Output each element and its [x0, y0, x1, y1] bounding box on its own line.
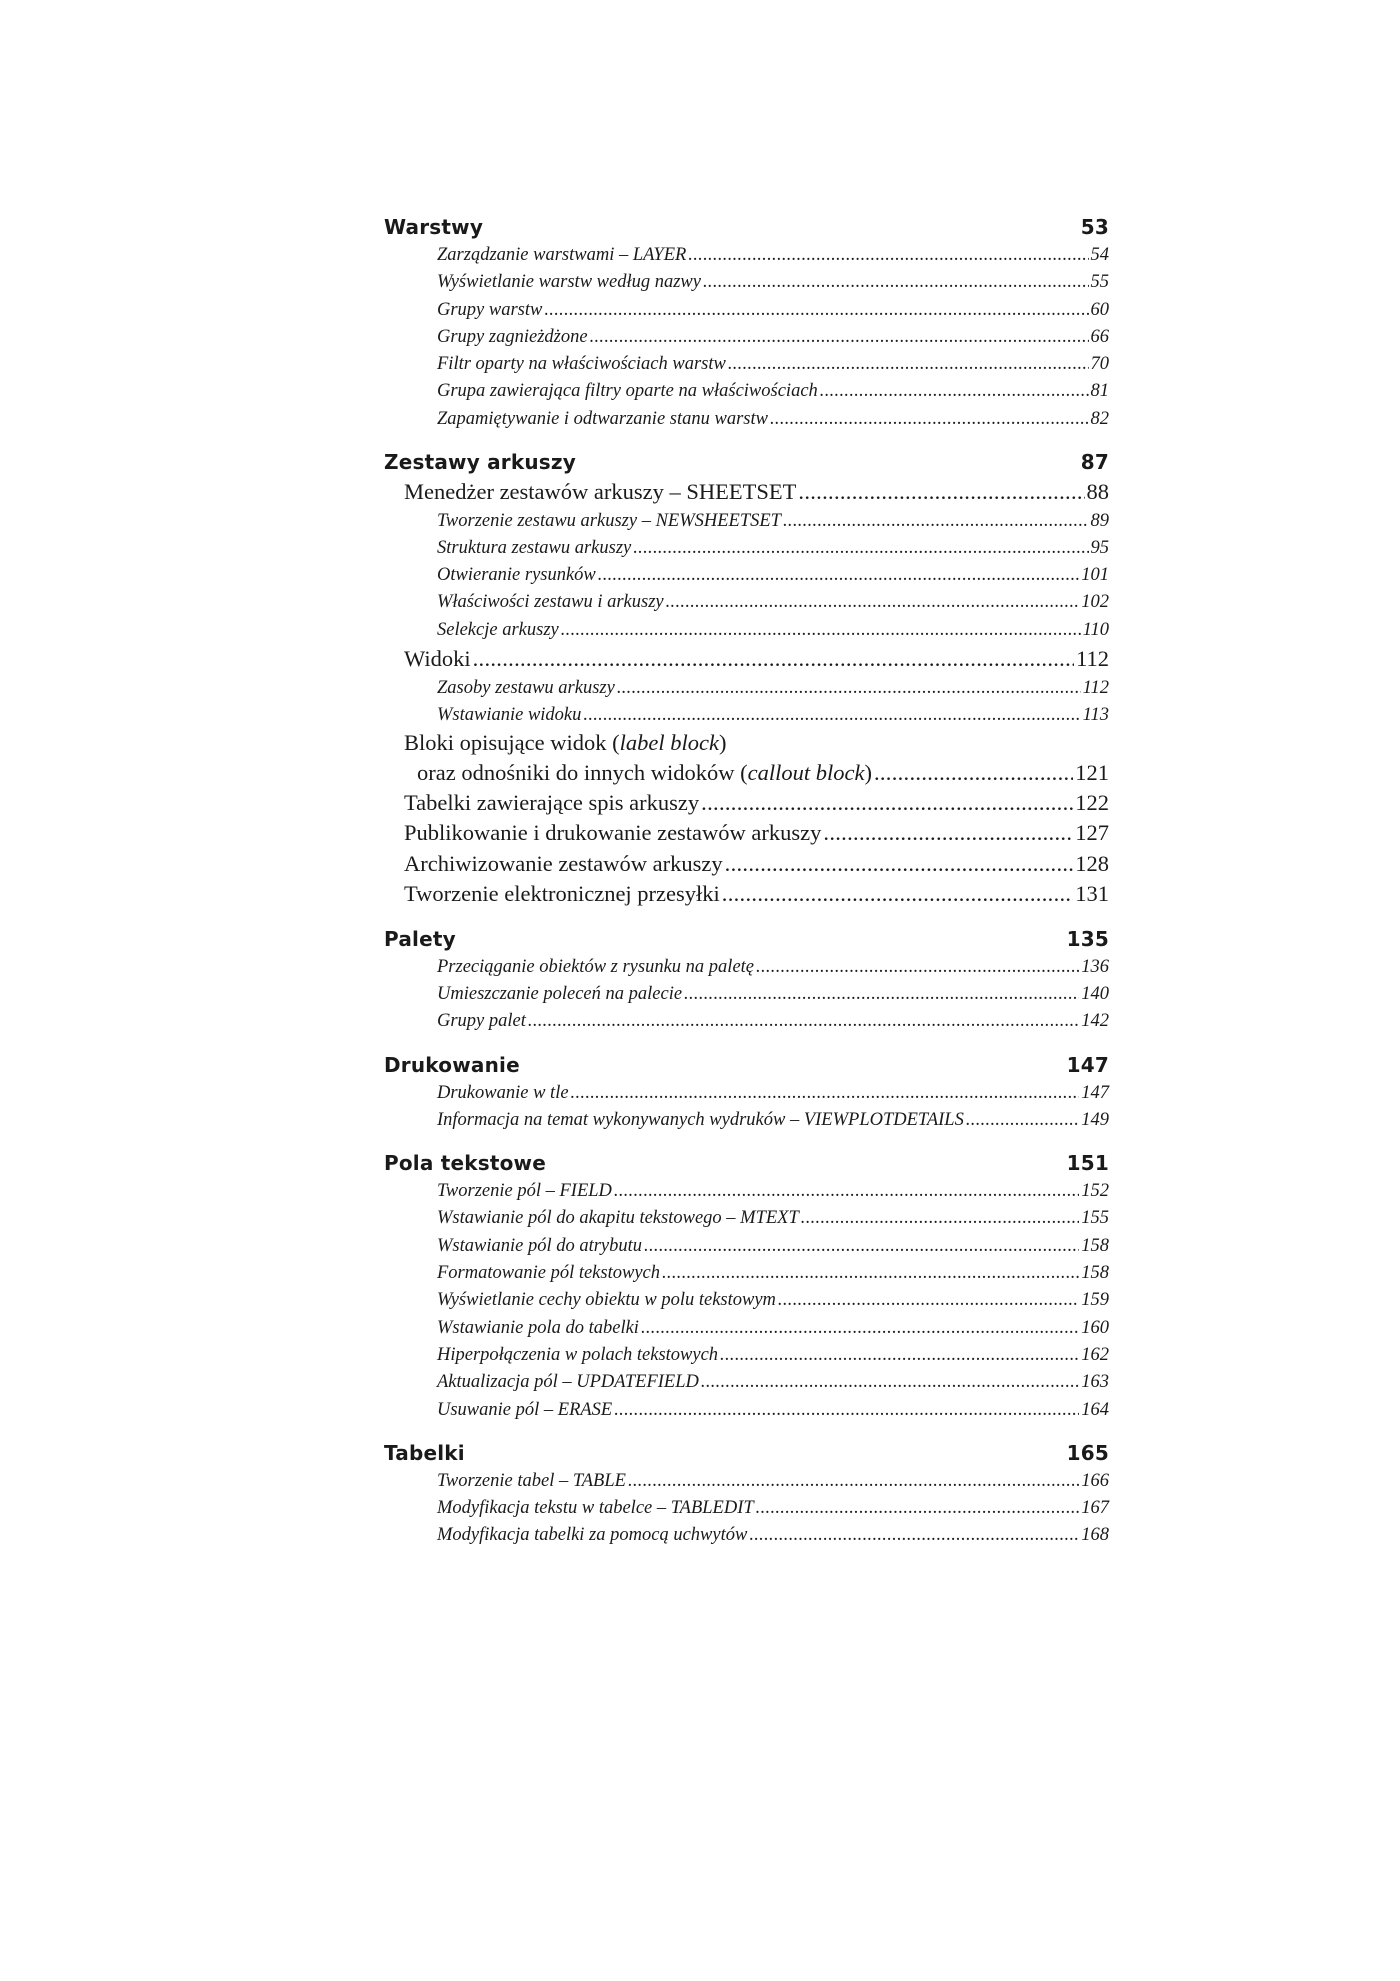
toc-entry-text: Wstawianie widoku	[437, 704, 582, 725]
dot-leader	[756, 1495, 1080, 1522]
chapter-page-number: 53	[1080, 215, 1109, 239]
toc-entry-text: Tworzenie tabel – TABLE	[437, 1470, 626, 1491]
toc-entry-text: Tabelki zawierające spis arkuszy	[404, 789, 700, 815]
toc-section-entry[interactable]	[384, 879, 1109, 910]
toc-entry-page-number: 127	[1075, 820, 1109, 846]
dot-leader	[583, 702, 1080, 729]
toc-entry-page-number: 136	[1081, 956, 1109, 977]
dot-leader	[798, 477, 1084, 508]
toc-entry-page-number: 166	[1081, 1470, 1109, 1491]
toc-entry-text: Zasoby zestawu arkuszy	[437, 677, 615, 698]
dot-leader	[614, 1397, 1079, 1424]
toc-entry-page-number: 101	[1081, 565, 1109, 586]
toc-entry-text: Drukowanie w tle	[437, 1082, 569, 1103]
toc-subsection-entry[interactable]	[384, 1522, 1109, 1549]
toc-subsection-entry[interactable]	[384, 589, 1109, 616]
toc-subsection-entry[interactable]	[384, 954, 1109, 981]
toc-entry-text: Formatowanie pól tekstowych	[437, 1263, 660, 1284]
toc-entry-page-number: 70	[1090, 354, 1109, 375]
dot-leader	[628, 1468, 1079, 1495]
toc-subsection-entry[interactable]	[384, 1495, 1109, 1522]
dot-leader	[703, 269, 1089, 296]
toc-subsection-entry[interactable]	[384, 406, 1109, 433]
chapter-title: Zestawy arkuszy	[384, 450, 576, 475]
toc-subsection-entry[interactable]	[384, 1397, 1109, 1424]
chapter-page-number: 147	[1066, 1052, 1109, 1077]
dot-leader	[544, 297, 1088, 324]
toc-entry-page-number: 147	[1081, 1082, 1109, 1103]
toc-entry-page-number: 81	[1090, 381, 1109, 402]
toc-entry-text: Właściwości zestawu i arkuszy	[437, 592, 664, 613]
dot-leader	[770, 406, 1089, 433]
dot-leader	[528, 1008, 1079, 1035]
chapter-title: Tabelki	[384, 1440, 465, 1465]
toc-section-entry[interactable]	[384, 788, 1109, 819]
toc-subsection-entry[interactable]	[384, 1107, 1109, 1134]
toc-entry-text: Informacja na temat wykonywanych wydruków – VIEWPLOTDETAILS	[437, 1109, 964, 1130]
toc-entry-page-number: 113	[1082, 704, 1109, 725]
toc-entry-text: Umieszczanie poleceń na palecie	[437, 983, 683, 1004]
toc-entry-page-number: 110	[1082, 619, 1109, 640]
dot-leader	[590, 324, 1089, 351]
dot-leader	[688, 242, 1088, 269]
toc-entry-text: Tworzenie elektronicznej przesyłki	[404, 881, 720, 907]
toc-entry-page-number: 162	[1081, 1344, 1109, 1365]
dot-leader	[823, 818, 1073, 849]
toc-entry-text: Wstawianie pola do tabelki	[437, 1317, 639, 1338]
chapter-title: Pola tekstowe	[384, 1151, 546, 1176]
toc-entry-page-number: 55	[1090, 272, 1109, 293]
toc-subsection-entry[interactable]	[384, 1468, 1109, 1495]
toc-entry-page-number: 158	[1081, 1235, 1109, 1256]
toc-subsection-entry[interactable]	[384, 1315, 1109, 1342]
toc-subsection-entry[interactable]	[384, 981, 1109, 1008]
dot-leader	[617, 675, 1081, 702]
toc-entry-text: Wyświetlanie cechy obiektu w polu tekstowym	[437, 1290, 776, 1311]
chapter-page-number: 151	[1066, 1151, 1109, 1176]
chapter-heading[interactable]	[384, 924, 1109, 954]
toc-entry-page-number: 102	[1081, 592, 1109, 613]
toc-subsection-entry[interactable]	[384, 1080, 1109, 1107]
toc-entry-text: Zarządzanie warstwami – LAYER	[437, 245, 687, 265]
toc-entry-text: Modyfikacja tabelki za pomocą uchwytów	[437, 1525, 748, 1546]
toc-entry-text: )	[718, 730, 727, 756]
dot-leader	[820, 378, 1089, 405]
dot-leader	[728, 351, 1089, 378]
dot-leader	[633, 535, 1088, 562]
dot-leader	[598, 562, 1079, 589]
toc-entry-page-number: 89	[1090, 510, 1109, 531]
dot-leader	[783, 508, 1089, 535]
table-of-contents	[384, 212, 1109, 1550]
toc-entry-page-number: 112	[1082, 677, 1109, 698]
chapter-heading[interactable]	[384, 1148, 1109, 1178]
toc-entry-text: Tworzenie pól – FIELD	[437, 1181, 612, 1202]
toc-section-entry[interactable]	[384, 849, 1109, 880]
toc-entry-text: Grupy warstw	[437, 299, 543, 320]
toc-entry-text: Aktualizacja pól – UPDATEFIELD	[437, 1372, 699, 1393]
toc-entry-page-number: 140	[1081, 983, 1109, 1004]
toc-entry-line-2	[404, 758, 1109, 788]
dot-leader	[778, 1287, 1079, 1314]
toc-entry-page-number: 128	[1075, 850, 1109, 876]
chapter-title: Warstwy	[384, 215, 484, 239]
dot-leader	[749, 1522, 1079, 1549]
toc-entry-text: Selekcje arkuszy	[437, 619, 559, 640]
toc-entry-text: Grupy zagnieżdżone	[437, 326, 588, 347]
dot-leader	[874, 758, 1073, 788]
toc-subsection-entry[interactable]	[384, 269, 1109, 296]
dot-leader	[561, 617, 1081, 644]
toc-entry-page-number: 168	[1081, 1525, 1109, 1546]
toc-entry-page-number: 167	[1081, 1498, 1109, 1519]
dot-leader	[722, 879, 1073, 910]
toc-entry-text: Wstawianie pól do atrybutu	[437, 1235, 643, 1256]
dot-leader	[801, 1205, 1079, 1232]
toc-entry-text: Bloki opisujące widok (	[404, 730, 620, 756]
toc-subsection-entry[interactable]	[384, 702, 1109, 729]
toc-subsection-entry[interactable]	[384, 1260, 1109, 1287]
toc-entry-page-number: 88	[1086, 479, 1109, 505]
toc-entry-page-number: 95	[1090, 537, 1109, 558]
toc-entry-page-number: 160	[1081, 1317, 1109, 1338]
toc-entry-page-number: 163	[1081, 1372, 1109, 1393]
dot-leader	[756, 954, 1079, 981]
toc-entry-text: Archiwizowanie zestawów arkuszy	[404, 850, 723, 876]
chapter-page-number: 135	[1066, 926, 1109, 951]
toc-subsection-entry[interactable]	[384, 562, 1109, 589]
chapter-heading[interactable]	[384, 447, 1109, 477]
toc-entry-text: Grupy palet	[437, 1011, 526, 1032]
chapter-title: Drukowanie	[384, 1052, 520, 1077]
toc-entry-multiline[interactable]	[384, 729, 1109, 788]
toc-entry-page-number: 121	[1075, 759, 1109, 785]
toc-subsection-entry[interactable]	[384, 1287, 1109, 1314]
toc-subsection-entry[interactable]	[384, 617, 1109, 644]
chapter-heading[interactable]	[384, 1050, 1109, 1080]
toc-entry-text: Publikowanie i drukowanie zestawów arkuszy	[404, 820, 822, 846]
toc-subsection-entry[interactable]	[384, 324, 1109, 351]
toc-entry-text	[417, 758, 872, 788]
chapter-heading[interactable]	[384, 1438, 1109, 1468]
toc-section-entry[interactable]	[384, 477, 1109, 508]
chapter-heading[interactable]	[384, 212, 1109, 242]
toc-entry-text: Tworzenie zestawu arkuszy – NEWSHEETSET	[437, 510, 781, 531]
toc-entry-page-number: 158	[1081, 1263, 1109, 1284]
toc-entry-text: Otwieranie rysunków	[437, 565, 596, 586]
toc-entry-text: Modyfikacja tekstu w tabelce – TABLEDIT	[437, 1498, 754, 1519]
toc-section-entry[interactable]	[384, 644, 1109, 675]
toc-entry-text-part: )	[864, 759, 872, 785]
toc-entry-italic-term: label block	[619, 730, 719, 756]
toc-entry-page-number: 60	[1090, 299, 1109, 320]
toc-subsection-entry[interactable]	[384, 297, 1109, 324]
toc-entry-page-number: 149	[1081, 1109, 1109, 1130]
toc-subsection-entry[interactable]	[384, 508, 1109, 535]
toc-entry-text: Wstawianie pól do akapitu tekstowego – MTEXT	[437, 1208, 799, 1229]
toc-subsection-entry[interactable]	[384, 1369, 1109, 1396]
dot-leader	[666, 589, 1080, 616]
toc-entry-line-1	[404, 729, 1109, 758]
toc-entry-text: Wyświetlanie warstw według nazwy	[437, 272, 701, 293]
dot-leader	[662, 1260, 1079, 1287]
toc-subsection-entry[interactable]	[384, 378, 1109, 405]
toc-entry-page-number: 112	[1076, 646, 1109, 672]
toc-entry-text: Menedżer zestawów arkuszy – SHEETSET	[404, 479, 797, 505]
toc-entry-text: Hiperpołączenia w polach tekstowych	[437, 1344, 719, 1365]
toc-entry-text: Przeciąganie obiektów z rysunku na paletę	[437, 956, 755, 977]
toc-section-entry[interactable]	[384, 818, 1109, 849]
toc-subsection-entry[interactable]	[384, 1342, 1109, 1369]
dot-leader	[720, 1342, 1079, 1369]
dot-leader	[641, 1315, 1079, 1342]
toc-entry-page-number: 131	[1075, 881, 1109, 907]
toc-subsection-entry[interactable]	[384, 1233, 1109, 1260]
toc-entry-page-number: 142	[1081, 1011, 1109, 1032]
toc-entry-page-number: 54	[1090, 245, 1109, 265]
toc-entry-page-number: 82	[1090, 408, 1109, 429]
toc-subsection-entry[interactable]	[384, 1178, 1109, 1205]
toc-subsection-entry[interactable]	[384, 242, 1109, 269]
dot-leader	[701, 788, 1073, 819]
toc-entry-page-number: 66	[1090, 326, 1109, 347]
toc-entry-text: Filtr oparty na właściwościach warstw	[437, 354, 726, 375]
dot-leader	[701, 1369, 1079, 1396]
toc-entry-text: Widoki	[404, 646, 471, 672]
toc-entry-page-number: 152	[1081, 1181, 1109, 1202]
toc-entry-italic-term: callout block	[747, 759, 865, 785]
toc-entry-text: Grupa zawierająca filtry oparte na właściwościach	[437, 381, 818, 402]
toc-subsection-entry[interactable]	[384, 1205, 1109, 1232]
toc-subsection-entry[interactable]	[384, 1008, 1109, 1035]
toc-entry-page-number: 155	[1081, 1208, 1109, 1229]
chapter-title: Palety	[384, 926, 456, 951]
dot-leader	[644, 1233, 1079, 1260]
toc-subsection-entry[interactable]	[384, 675, 1109, 702]
toc-entry-text: Usuwanie pól – ERASE	[437, 1399, 613, 1420]
toc-subsection-entry[interactable]	[384, 351, 1109, 378]
toc-entry-page-number: 122	[1075, 789, 1109, 815]
dot-leader	[684, 981, 1079, 1008]
toc-entry-page-number: 164	[1081, 1399, 1109, 1420]
dot-leader	[966, 1107, 1079, 1134]
toc-entry-text-part: oraz odnośniki do innych widoków (	[417, 759, 748, 785]
toc-entry-page-number: 159	[1081, 1290, 1109, 1311]
chapter-page-number: 87	[1080, 450, 1109, 475]
toc-entry-text: Struktura zestawu arkuszy	[437, 537, 632, 558]
chapter-page-number: 165	[1066, 1440, 1109, 1465]
dot-leader	[571, 1080, 1080, 1107]
dot-leader	[725, 849, 1074, 880]
toc-entry-text: Zapamiętywanie i odtwarzanie stanu warstw	[437, 408, 768, 429]
dot-leader	[614, 1178, 1079, 1205]
toc-subsection-entry[interactable]	[384, 535, 1109, 562]
dot-leader	[473, 644, 1074, 675]
